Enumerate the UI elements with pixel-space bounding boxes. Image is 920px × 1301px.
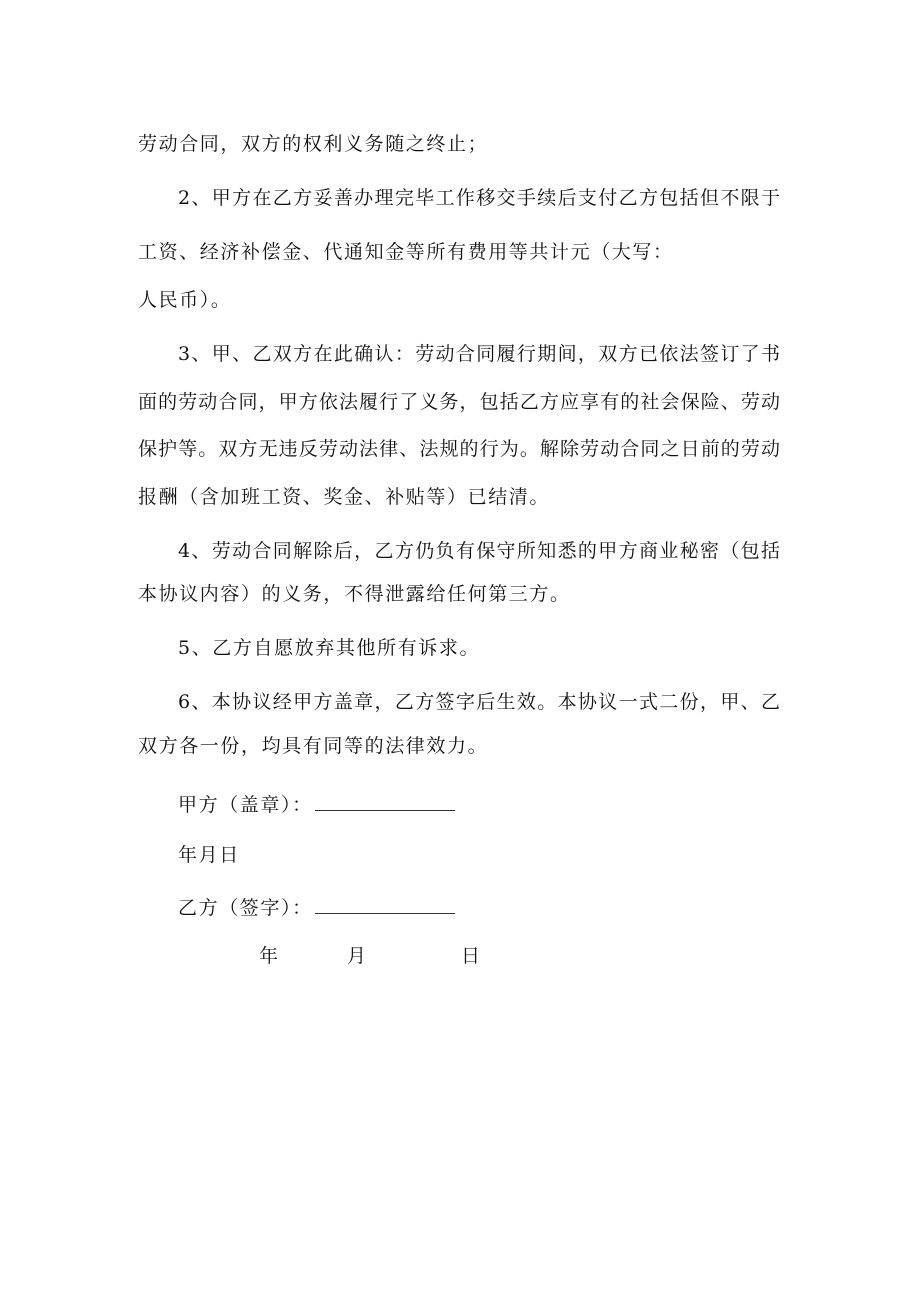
paragraph-5-line-1: 5、乙方自愿放弃其他所有诉求。 [178,637,481,659]
party-b-date-day: 日 [461,945,481,967]
party-a-date: 年月日 [178,844,240,866]
paragraph-4-line-1: 4、劳动合同解除后，乙方仍负有保守所知悉的甲方商业秘密（包括 [178,540,780,562]
party-b-signature-blank[interactable] [315,895,455,914]
paragraph-3-line-3: 保护等。双方无违反劳动法律、法规的行为。解除劳动合同之日前的劳动 [138,438,780,460]
paragraph-6-line-2: 双方各一份，均具有同等的法律效力。 [138,735,489,757]
party-b-label: 乙方（签字）： [178,897,313,919]
party-b-signature-line [178,895,455,920]
party-b-date-month: 月 [347,945,367,967]
paragraph-3-line-1: 3、甲、乙双方在此确认：劳动合同履行期间，双方已依法签订了书 [178,343,780,365]
paragraph-6-line-1: 6、本协议经甲方盖章，乙方签字后生效。本协议一式二份，甲、乙 [178,691,780,713]
party-a-seal-blank[interactable] [315,792,455,811]
paragraph-3-line-4: 报酬（含加班工资、奖金、补贴等）已结清。 [138,486,551,508]
party-a-label: 甲方（盖章）： [178,794,313,816]
paragraph-1-line-1: 劳动合同，双方的权利义务随之终止； [138,133,489,155]
party-a-signature-line [178,792,455,817]
party-b-date-year: 年 [259,945,279,967]
paragraph-2-line-2: 工资、经济补偿金、代通知金等所有费用等共计元（大写： [138,241,674,263]
paragraph-2-line-3: 人民币）。 [138,289,232,311]
paragraph-2-line-1: 2、甲方在乙方妥善办理完毕工作移交手续后支付乙方包括但不限于 [178,187,780,209]
paragraph-3-line-2: 面的劳动合同，甲方依法履行了义务，包括乙方应享有的社会保险、劳动 [138,391,780,413]
paragraph-4-line-2: 本协议内容）的义务，不得泄露给任何第三方。 [138,583,571,605]
